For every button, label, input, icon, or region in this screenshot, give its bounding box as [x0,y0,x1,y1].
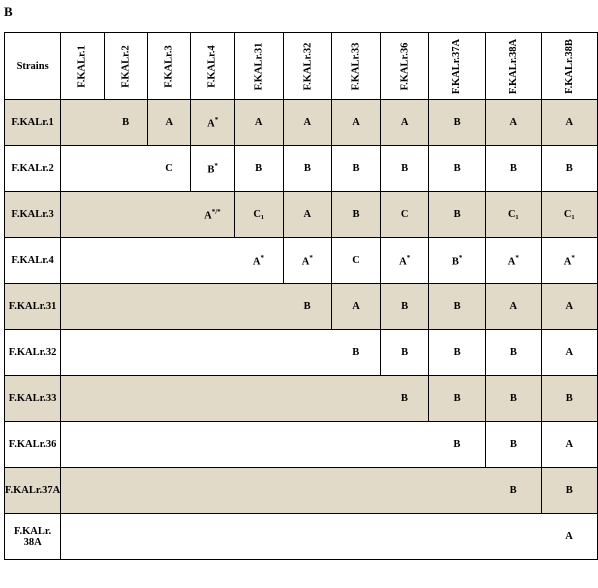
table-cell [283,192,332,238]
cell-value: B [509,439,517,450]
table-row [5,514,598,560]
column-header [234,33,283,100]
cell-value: C [165,163,173,174]
row-strain-label: F.KALr.33 [5,376,61,422]
table-row [5,284,598,330]
empty-span [61,514,542,560]
column-header [380,33,429,100]
cell-value: B [207,164,215,176]
empty-span [61,238,235,284]
cell-value: B [509,163,517,174]
cell-value: A [165,117,174,128]
cell-value: B [352,347,360,358]
cell-value: B [453,117,461,128]
table-cell [429,330,485,376]
cell-value: B [509,485,517,496]
column-header [485,33,541,100]
cell-value: B [453,163,461,174]
cell-value: B [400,393,408,404]
empty-span [61,192,191,238]
column-header [283,33,332,100]
table-cell [380,376,429,422]
column-header [191,33,234,100]
table-cell [429,376,485,422]
table-cell [148,100,191,146]
cell-value: A [507,256,516,268]
table-cell [283,238,332,284]
table-cell [485,192,541,238]
cell-value: B [352,163,360,174]
cell-value: A [399,256,407,268]
table-cell [380,192,429,238]
table-body [5,100,598,560]
table-cell [380,284,429,330]
cell-value: B [451,256,459,268]
table-cell [191,100,234,146]
table-cell [541,100,597,146]
table-cell [541,238,597,284]
cell-value: B [122,117,130,128]
column-header-label: F.KALr.2 [120,44,132,88]
table-cell [485,330,541,376]
cell-value: B [401,347,409,358]
table-cell [541,514,597,560]
table-cell [429,100,485,146]
cell-value: B [509,347,517,358]
table-cell [429,146,485,192]
cell-marker: * [214,115,219,124]
cell-value: A [565,347,574,358]
cell-value: A [509,117,518,128]
table-row [5,468,598,514]
column-header-label: F.KALr.32 [301,42,313,90]
column-header-label: F.KALr.31 [253,42,265,90]
cell-marker: * [458,253,463,262]
cell-value: A [301,256,310,268]
table-cell [541,192,597,238]
table-row [5,422,598,468]
cell-value: B [255,163,263,174]
cell-value: B [352,209,360,220]
table-cell [283,100,332,146]
header-row [5,33,598,100]
table-cell [380,238,429,284]
empty-span [61,330,332,376]
cell-value: A [565,531,573,542]
cell-value: B [303,301,311,312]
cell-value: A [254,117,263,128]
table-cell [541,376,597,422]
cell-value: A [303,117,312,128]
cell-value: C₁ [563,209,575,220]
table-cell [485,284,541,330]
table-cell [332,146,381,192]
row-strain-label: F.KALr. 38A [5,514,61,560]
corner-label: Strains [5,33,61,100]
column-header [429,33,485,100]
cell-value: A [509,301,518,312]
column-header-label: F.KALr.4 [207,44,219,88]
table-cell [191,192,234,238]
cell-marker: * [515,253,519,262]
column-header-label: F.KALr.3 [163,44,175,88]
table-cell [332,100,381,146]
row-strain-label: F.KALr.3 [5,192,61,238]
table-cell [541,422,597,468]
table-cell [234,238,283,284]
table-cell [485,100,541,146]
table-cell [380,146,429,192]
table-row [5,376,598,422]
cell-value: B [401,163,409,174]
table-cell [429,422,485,468]
cell-marker: * [214,161,218,170]
table-cell [234,146,283,192]
row-strain-label: F.KALr.32 [5,330,61,376]
table-cell [332,284,381,330]
cell-value: B [453,209,461,220]
table-cell [234,192,283,238]
cell-value: A [207,118,215,130]
cell-value: A [352,301,360,312]
table-cell [332,192,381,238]
row-strain-label: F.KALr.37A [5,468,61,514]
row-strain-label: F.KALr.36 [5,422,61,468]
row-strain-label: F.KALr.31 [5,284,61,330]
cell-value: B [401,301,409,312]
cell-value: B [453,439,461,450]
table-cell [485,238,541,284]
column-header-label: F.KALr.38B [563,38,575,94]
table-cell [104,100,147,146]
table-cell [485,422,541,468]
empty-span [61,376,381,422]
cell-value: A [565,301,574,312]
table-cell [485,376,541,422]
table-cell [485,468,541,514]
cell-value: C [400,209,409,220]
column-header-label: F.KALr.1 [76,44,88,88]
table-cell [380,330,429,376]
column-header-label: F.KALr.37A [451,38,463,94]
table-cell [283,146,332,192]
cell-marker: */* [211,207,221,216]
cell-value: A [400,117,409,128]
cell-value: A [204,210,212,222]
column-header-label: F.KALr.38A [507,38,519,94]
cell-marker: * [406,253,411,262]
cell-value: C₁ [253,209,265,220]
table-cell [332,238,381,284]
cell-value: B [453,301,461,312]
table-cell [429,192,485,238]
row-strain-label: F.KALr.4 [5,238,61,284]
cell-marker: * [260,253,264,262]
column-header [332,33,381,100]
column-header [541,33,597,100]
cell-value: A [565,439,574,450]
table-cell [541,146,597,192]
cell-value: A [563,256,572,268]
cell-value: B [453,393,461,404]
table-cell [541,468,597,514]
cell-value: A [352,117,360,128]
column-header [61,33,104,100]
cell-marker: * [309,253,313,262]
cell-marker: * [571,253,575,262]
table-cell [234,100,283,146]
row-strain-label: F.KALr.1 [5,100,61,146]
table-row [5,238,598,284]
table-cell [429,284,485,330]
cell-value: B [303,163,311,174]
cell-value: B [509,393,517,404]
cell-value: B [453,347,461,358]
empty-span [61,468,485,514]
cell-value: B [565,393,573,404]
table-cell [332,330,381,376]
cell-value: B [565,163,573,174]
empty-span [61,422,429,468]
table-row [5,146,598,192]
empty-span [61,284,283,330]
table-cell [429,238,485,284]
cell-value: A [303,209,312,220]
panel-label: B [4,4,13,19]
column-header-label: F.KALr.36 [399,42,411,90]
table-cell [541,284,597,330]
column-header-label: F.KALr.33 [350,42,362,90]
cell-value: B [565,485,573,496]
empty-span [61,100,104,146]
column-header [104,33,147,100]
cell-value: C₁ [507,209,519,220]
table-cell [191,146,234,192]
table-row [5,192,598,238]
cell-value: A [565,117,574,128]
table-cell [541,330,597,376]
table-row [5,100,598,146]
row-strain-label: F.KALr.2 [5,146,61,192]
cell-value: C [352,255,360,266]
column-header [148,33,191,100]
cell-value: A [252,256,261,268]
table-cell [283,284,332,330]
table-cell [148,146,191,192]
table-cell [485,146,541,192]
table-row [5,330,598,376]
table-cell [380,100,429,146]
comparison-table [4,32,598,560]
empty-span [61,146,148,192]
